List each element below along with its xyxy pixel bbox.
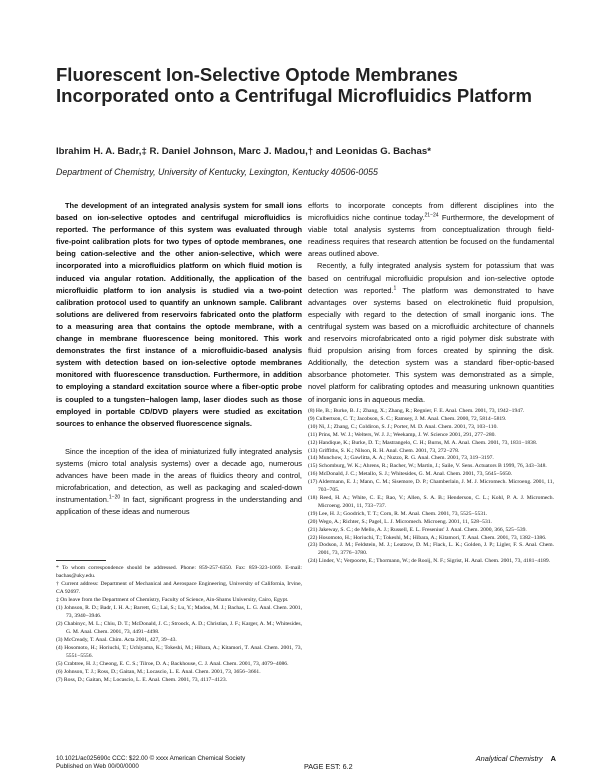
reference-list-left bbox=[56, 604, 302, 684]
reference-item: (4) Hosomoto, H.; Horiuchi, T.; Uchiyama, K.; Tokeshi, M.; Hibara, A.; Kitamori, T. Anal. Chem. 2001, 73, 5551−5556. bbox=[56, 645, 302, 659]
reference-item: (24) Linder, V.; Verpoorte, E.; Thormann, W.; de Rooij, N. F.; Sigrist, H. Anal. Chem. 2001, 73, 4181−4189. bbox=[308, 558, 551, 565]
reference-item: (16) McDonald, J. C.; Metallo, S. J.; Whitesides, G. M. Anal. Chem. 2001, 73, 5645−5650. bbox=[308, 471, 513, 478]
affiliation: Department of Chemistry, University of Kentucky, Lexington, Kentucky 40506-0055 bbox=[56, 167, 378, 177]
footnote-on-leave: ‡ On leave from the Department of Chemistry, Faculty of Science, Ain-Shams University, Cairo, Egypt. bbox=[56, 597, 289, 603]
footer-doi-block bbox=[56, 755, 245, 770]
reference-item: (8) He, B.; Burke, B. J.; Zhang, X.; Zhang, R.; Regnier, F. E. Anal. Chem. 2001, 73, 1942−1947. bbox=[308, 408, 525, 414]
intro-paragraph-2: Recently, a fully integrated analysis system for potassium that was based on centrifugal microfluidic propulsion and ion-selective optode detection was reported.$^1$ The platform was demonstrated to have advantages over systems based on electrokinetic fluid propulsion, especially with regard to the detection of small inorganic ions. The centrifugal system was based on a microfluidic architecture of channels and reservoirs microfabricated onto a rigid polymer disk substrate with fluid propulsion arising from forces created by spinning the disk. Additionally, the detection system was a standard fiber-optic-based absorbance photometer. This system was demonstrated as a simple, novel platform for calibrating optodes and measuring unknown quantities of inorganic ions in aqueous media. bbox=[308, 261, 554, 404]
footnote-correspondence: * To whom correspondence should be addressed. Phone: 859-257-6350. Fax: 859-323-1069. E-mail: bachas@uky.edu. bbox=[56, 565, 302, 579]
author-list: Ibrahim H. A. Badr,‡ R. Daniel Johnson, Marc J. Madou,† and Leonidas G. Bachas* bbox=[56, 146, 431, 157]
citation-superscript: 1−20 bbox=[108, 494, 121, 501]
reference-item: (23) Dodson, J. M.; Feldstein, M. J.; Leatzow, D. M.; Flack, L. K.; Golden, J. P.; Ligler, F. S. Anal. Chem. 2001, 73, 3776−3780. bbox=[308, 542, 554, 557]
article-title: Fluorescent Ion-Selective Optode Membranes Incorporated onto a Centrifugal Microfluidics Platform bbox=[56, 64, 532, 106]
reference-item: (10) Ni, J.; Zhang, C.; Coldiron, S. J.; Porter, M. D. Anal. Chem. 2001, 73, 103−110. bbox=[308, 423, 498, 430]
abstract: The development of an integrated analysis system for small ions based on ion-selective optodes and centrifugal microfluidics is reported. The performance of this system was evaluated through five-point calibration plots for two types of optode membranes, one being cation-selective and the other anion-selective, which were incorporated into a microfluidics platform on which fluid motion is induced via angular rotation. Additionally, the application of the microfluidic platform to ion analysis is studied via a two-point calibration protocol used to quantify an unknown sample. Calibrant solutions are delivered from reservoirs fabricated onto the platform to a measuring area that contains the optode membrane, with a change in membrane fluorescence being monitored. This work demonstrates the first instance of a microfluidic-based analysis system with detection based on ion-selective optode membranes monitored with fluorescence transduction. Furthermore, in addition to employing a standard excitation source where a fiber-optic probe is coupled to a tungsten−halogen lamp, laser diodes such as those employed in portable CD/DVD players were studied as excitation sources to enhance the observed fluorescence signals. bbox=[56, 201, 302, 428]
reference-item: (22) Hosomoto, H.; Horiuchi, T.; Tokeshi, M.; Hibara, A.; Kitamori, T. Anal. Chem. 2001, 73, 1382−1386. bbox=[308, 534, 547, 541]
reference-item: (21) Jakeway, S. C.; de Mello, A. J.; Russell, E. L. Fresenius' J. Anal. Chem. 2000, 366, 525−539. bbox=[308, 526, 527, 533]
journal-name-block bbox=[476, 755, 556, 763]
citation-superscript: 21−24 bbox=[424, 212, 439, 219]
page-letter: A bbox=[550, 754, 556, 763]
reference-item: (1) Johnson, R. D.; Badr, I. H. A.; Barrett, G.; Lai, S.; Lu, Y.; Madou, M. J.; Bachas, L. G. Anal. Chem. 2001, 73, 3940−3946. bbox=[56, 605, 302, 619]
reference-item: (19) Lee, H. J.; Goodrich, T. T.; Corn, R. M. Anal. Chem. 2001, 73, 5525−5531. bbox=[308, 510, 488, 517]
journal-name: Analytical Chemistry bbox=[475, 754, 543, 763]
reference-item: (17) Aldermann, E. J.; Mann, C. M.; Sisemore, D. P.; Chamberlain, J. M. J. Micromech. Microeng. 2001, 11, 703−705. bbox=[308, 479, 554, 494]
doi-line: 10.1021/ac025690c CCC: $22.00 © xxxx American Chemical Society bbox=[56, 755, 246, 762]
reference-item: (18) Reed, H. A.; White, C. E.; Rao, V.; Allen, S. A. B.; Henderson, C. L.; Kohl, P. A. J. Micromech. Microeng. 2001, 11, 733−737. bbox=[308, 494, 554, 509]
right-column bbox=[308, 200, 554, 406]
reference-list-right bbox=[308, 408, 554, 566]
reference-item: (6) Johnson, T. J.; Ross, D.; Gaitan, M.; Locascio, L. E. Anal. Chem. 2001, 73, 3656−3661. bbox=[56, 669, 261, 675]
reference-item: (14) Munchow, J.; Gawlitta, A. A.; Nuzzo, R. G. Anal. Chem. 2001, 73, 319−3197. bbox=[308, 455, 494, 462]
reference-item: (20) Wego, A.; Richter, S.; Pagel, L. J. Micromech. Microeng. 2001, 11, 528−531. bbox=[308, 518, 492, 525]
footnotes-and-references-left bbox=[56, 560, 302, 684]
reference-item: (15) Schomburg, W. K.; Ahrens, R.; Bacher, W.; Martin, J.; Saile, V. Sens. Actuators B 1999, 76, 343−348. bbox=[308, 463, 547, 470]
intro-paragraph-1: Since the inception of the idea of miniaturized fully integrated analysis systems (micro total analysis systems) over a decade ago, numerous advances have been made in the areas of fluidics theory and control, microfabrication, and detection, as well as packaging and scaled-down instrumentation.$^{1-20}$ In fact, significant progress in the understanding and application of these ideas and numerous bbox=[56, 446, 302, 517]
reference-item: (3) McCready, T. Anal. Chim. Acta 2001, 427, 39−43. bbox=[56, 637, 177, 643]
reference-item: (12) Handique, K.; Burke, D. T.; Mastrangelo, C. H.; Burns, M. A. Anal. Chem. 2001, 73, 1831−1838. bbox=[308, 439, 538, 446]
page-estimate: PAGE EST: 6.2 bbox=[304, 762, 353, 771]
footnote-current-address: † Current address: Department of Mechanical and Aerospace Engineering, University of California, Irvine, CA 92697. bbox=[56, 581, 302, 595]
footnote-rule bbox=[56, 560, 106, 561]
citation-superscript: 1 bbox=[393, 285, 397, 292]
reference-item: (13) Griffiths, S. K.; Nilson, R. H. Anal. Chem. 2001, 73, 272−278. bbox=[308, 447, 460, 454]
reference-item: (9) Culbertson, C. T.; Jacobson, S. C.; Ramsey, J. M. Anal. Chem. 2000, 72, 5814−5819. bbox=[308, 415, 507, 422]
reference-item: (2) Chabinyc, M. L.; Chiu, D. T.; McDonald, J. C.; Stroock, A. D.; Christian, J. F.; Karger, A. M.; Whitesides, G. M. Anal. Chem. 2001, 73, 4491−4498. bbox=[56, 621, 302, 635]
reference-item: (5) Crabtree, H. J.; Cheong, E. C. S.; Tilroe, D. A.; Backhouse, C. J. Anal. Chem. 2001, 73, 4079−4086. bbox=[56, 661, 289, 667]
published-date: Published on Web 00/00/0000 bbox=[56, 762, 139, 770]
left-column bbox=[56, 200, 302, 518]
reference-item: (7) Ross, D.; Gaitan, M.; Locascio, L. E. Anal. Chem. 2001, 73, 4117−4123. bbox=[56, 677, 228, 683]
reference-item: (11) Prins, M. W. J.; Welters, W. J. J.; Weekamp, J. W. Science 2001, 291, 277−280. bbox=[308, 431, 496, 438]
intro-paragraph-continued: efforts to incorporate concepts from different disciplines into the microfluidics niche continue today.$^{21-24}$ Furthermore, the development of viable total analysis systems from conceptualization through field-readiness requires that research attention be focused on the fundamental areas outlined above. bbox=[308, 201, 554, 259]
